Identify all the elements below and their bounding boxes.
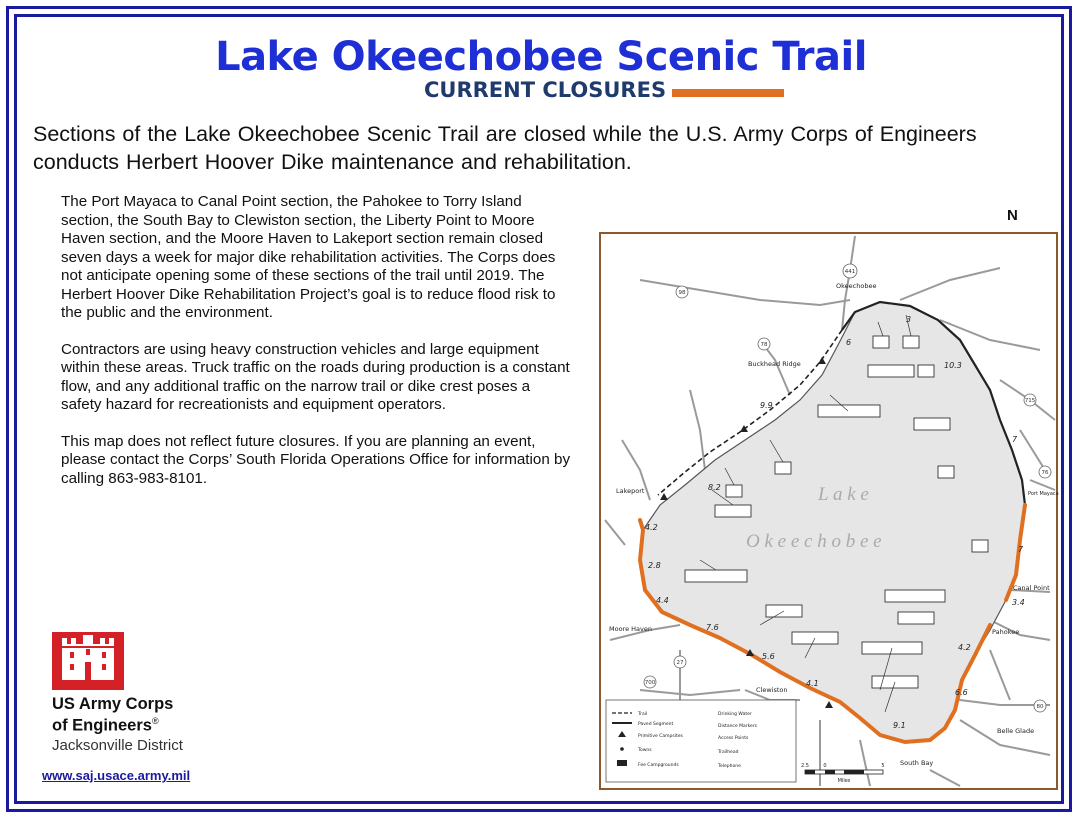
lake-label-word2: O k e e c h o b e e: [746, 531, 882, 552]
town-label: Clewiston: [756, 686, 788, 694]
distance-label: 10.3: [944, 361, 962, 370]
scale-label: Miles: [837, 778, 851, 784]
legend-label: Trailhead: [718, 750, 739, 755]
distance-label: 7: [1018, 545, 1024, 554]
road-shield: 76: [1041, 470, 1049, 476]
road-shield: 98: [678, 290, 686, 296]
distance-label: 7: [1012, 435, 1018, 444]
distance-label: 4.2: [958, 643, 971, 652]
legend-label: Paved Segment: [638, 722, 674, 727]
closure-paragraph: The Port Mayaca to Canal Point section, the Pahokee to Torry Island section, the South Bay to Clewiston section, the Liberty Point to Moore Haven section, and the Moore Haven to Lakeport section remain closed seven days a week for major dike rehabilitation activities. The Corps does not anticipate opening some of these sections of the trail until 2019. The Herbert Hoover Dike Rehabilitation Project’s goal is to reduce flood risk to the public and the environment.: [61, 193, 556, 321]
road-shield: 80: [1036, 704, 1044, 710]
map-legend: [606, 700, 796, 782]
legend-label: Trail: [638, 712, 648, 717]
road-shield: 78: [760, 342, 768, 348]
legend-label: Fee Campgrounds: [638, 763, 679, 768]
road-shield: 715: [1024, 398, 1036, 404]
north-label: N: [1007, 207, 1018, 224]
registered-mark: ®: [151, 716, 159, 726]
safety-paragraph: Contractors are using heavy construction vehicles and large equipment within these areas. Truck traffic on the roads during production is a constant flow, and any additional traffic on the narrow trail or dike crest poses a safety hazard for recreationists and equipment operators.: [61, 340, 570, 413]
distance-label: 9.9: [760, 401, 773, 410]
distance-label: 6.6: [955, 688, 968, 697]
website-link[interactable]: www.saj.usace.army.mil: [42, 768, 191, 783]
distance-label: 7.6: [706, 623, 719, 632]
org-name-line1: US Army Corps: [52, 695, 174, 713]
town-label: South Bay: [900, 759, 934, 767]
scale-tick: 5: [881, 763, 885, 769]
scale-tick: 2.5: [801, 763, 809, 769]
distance-label: 4.2: [645, 523, 658, 532]
town-label: Pahokee: [992, 628, 1020, 636]
town-label: Lakeport: [616, 487, 645, 495]
legend-label: Drinking Water: [718, 712, 752, 717]
town-label: Belle Glade: [997, 727, 1035, 735]
distance-label: 8.2: [708, 483, 721, 492]
town-label: Buckhead Ridge: [748, 360, 801, 368]
distance-label: 9.1: [893, 721, 906, 730]
scale-tick: 0: [823, 763, 827, 769]
distance-label: 4.1: [806, 679, 819, 688]
page-subtitle: CURRENT CLOSURES: [424, 78, 667, 102]
distance-label: 3: [906, 315, 912, 324]
page-title: Lake Okeechobee Scenic Trail: [215, 34, 867, 80]
distance-label: 5.6: [762, 652, 775, 661]
org-name-line2-text: of Engineers: [52, 716, 152, 735]
distance-label: 2.8: [648, 561, 661, 570]
distance-label: 6: [846, 338, 852, 347]
road-shield: 441: [844, 269, 856, 275]
legend-label: Primitive Campsites: [638, 734, 683, 739]
lead-paragraph: Sections of the Lake Okeechobee Scenic Trail are closed while the U.S. Army Corps of Engineers conducts Herbert Hoover Dike maintenance and rehabilitation.: [33, 122, 977, 174]
contact-paragraph: This map does not reflect future closures. If you are planning an event, please contact the Corps’ South Florida Operations Office for information by calling 863-983-8101.: [61, 432, 571, 487]
distance-label: 4.4: [656, 596, 669, 605]
distance-label: 3.4: [1012, 598, 1025, 607]
lake-label-word1: L a k e: [818, 484, 869, 505]
town-label: Port Mayaca: [1028, 491, 1059, 497]
org-district: Jacksonville District: [52, 737, 183, 754]
legend-label: Telephone: [718, 764, 741, 769]
legend-label: Towns: [638, 748, 652, 753]
town-label: Moore Haven: [609, 625, 652, 633]
town-label: Okeechobee: [836, 282, 877, 290]
legend-label: Access Points: [718, 736, 749, 741]
road-shield: 27: [676, 660, 684, 666]
legend-label: Distance Markers: [718, 724, 758, 729]
town-label: Canal Point: [1013, 584, 1050, 592]
road-shield: 700: [644, 680, 656, 686]
